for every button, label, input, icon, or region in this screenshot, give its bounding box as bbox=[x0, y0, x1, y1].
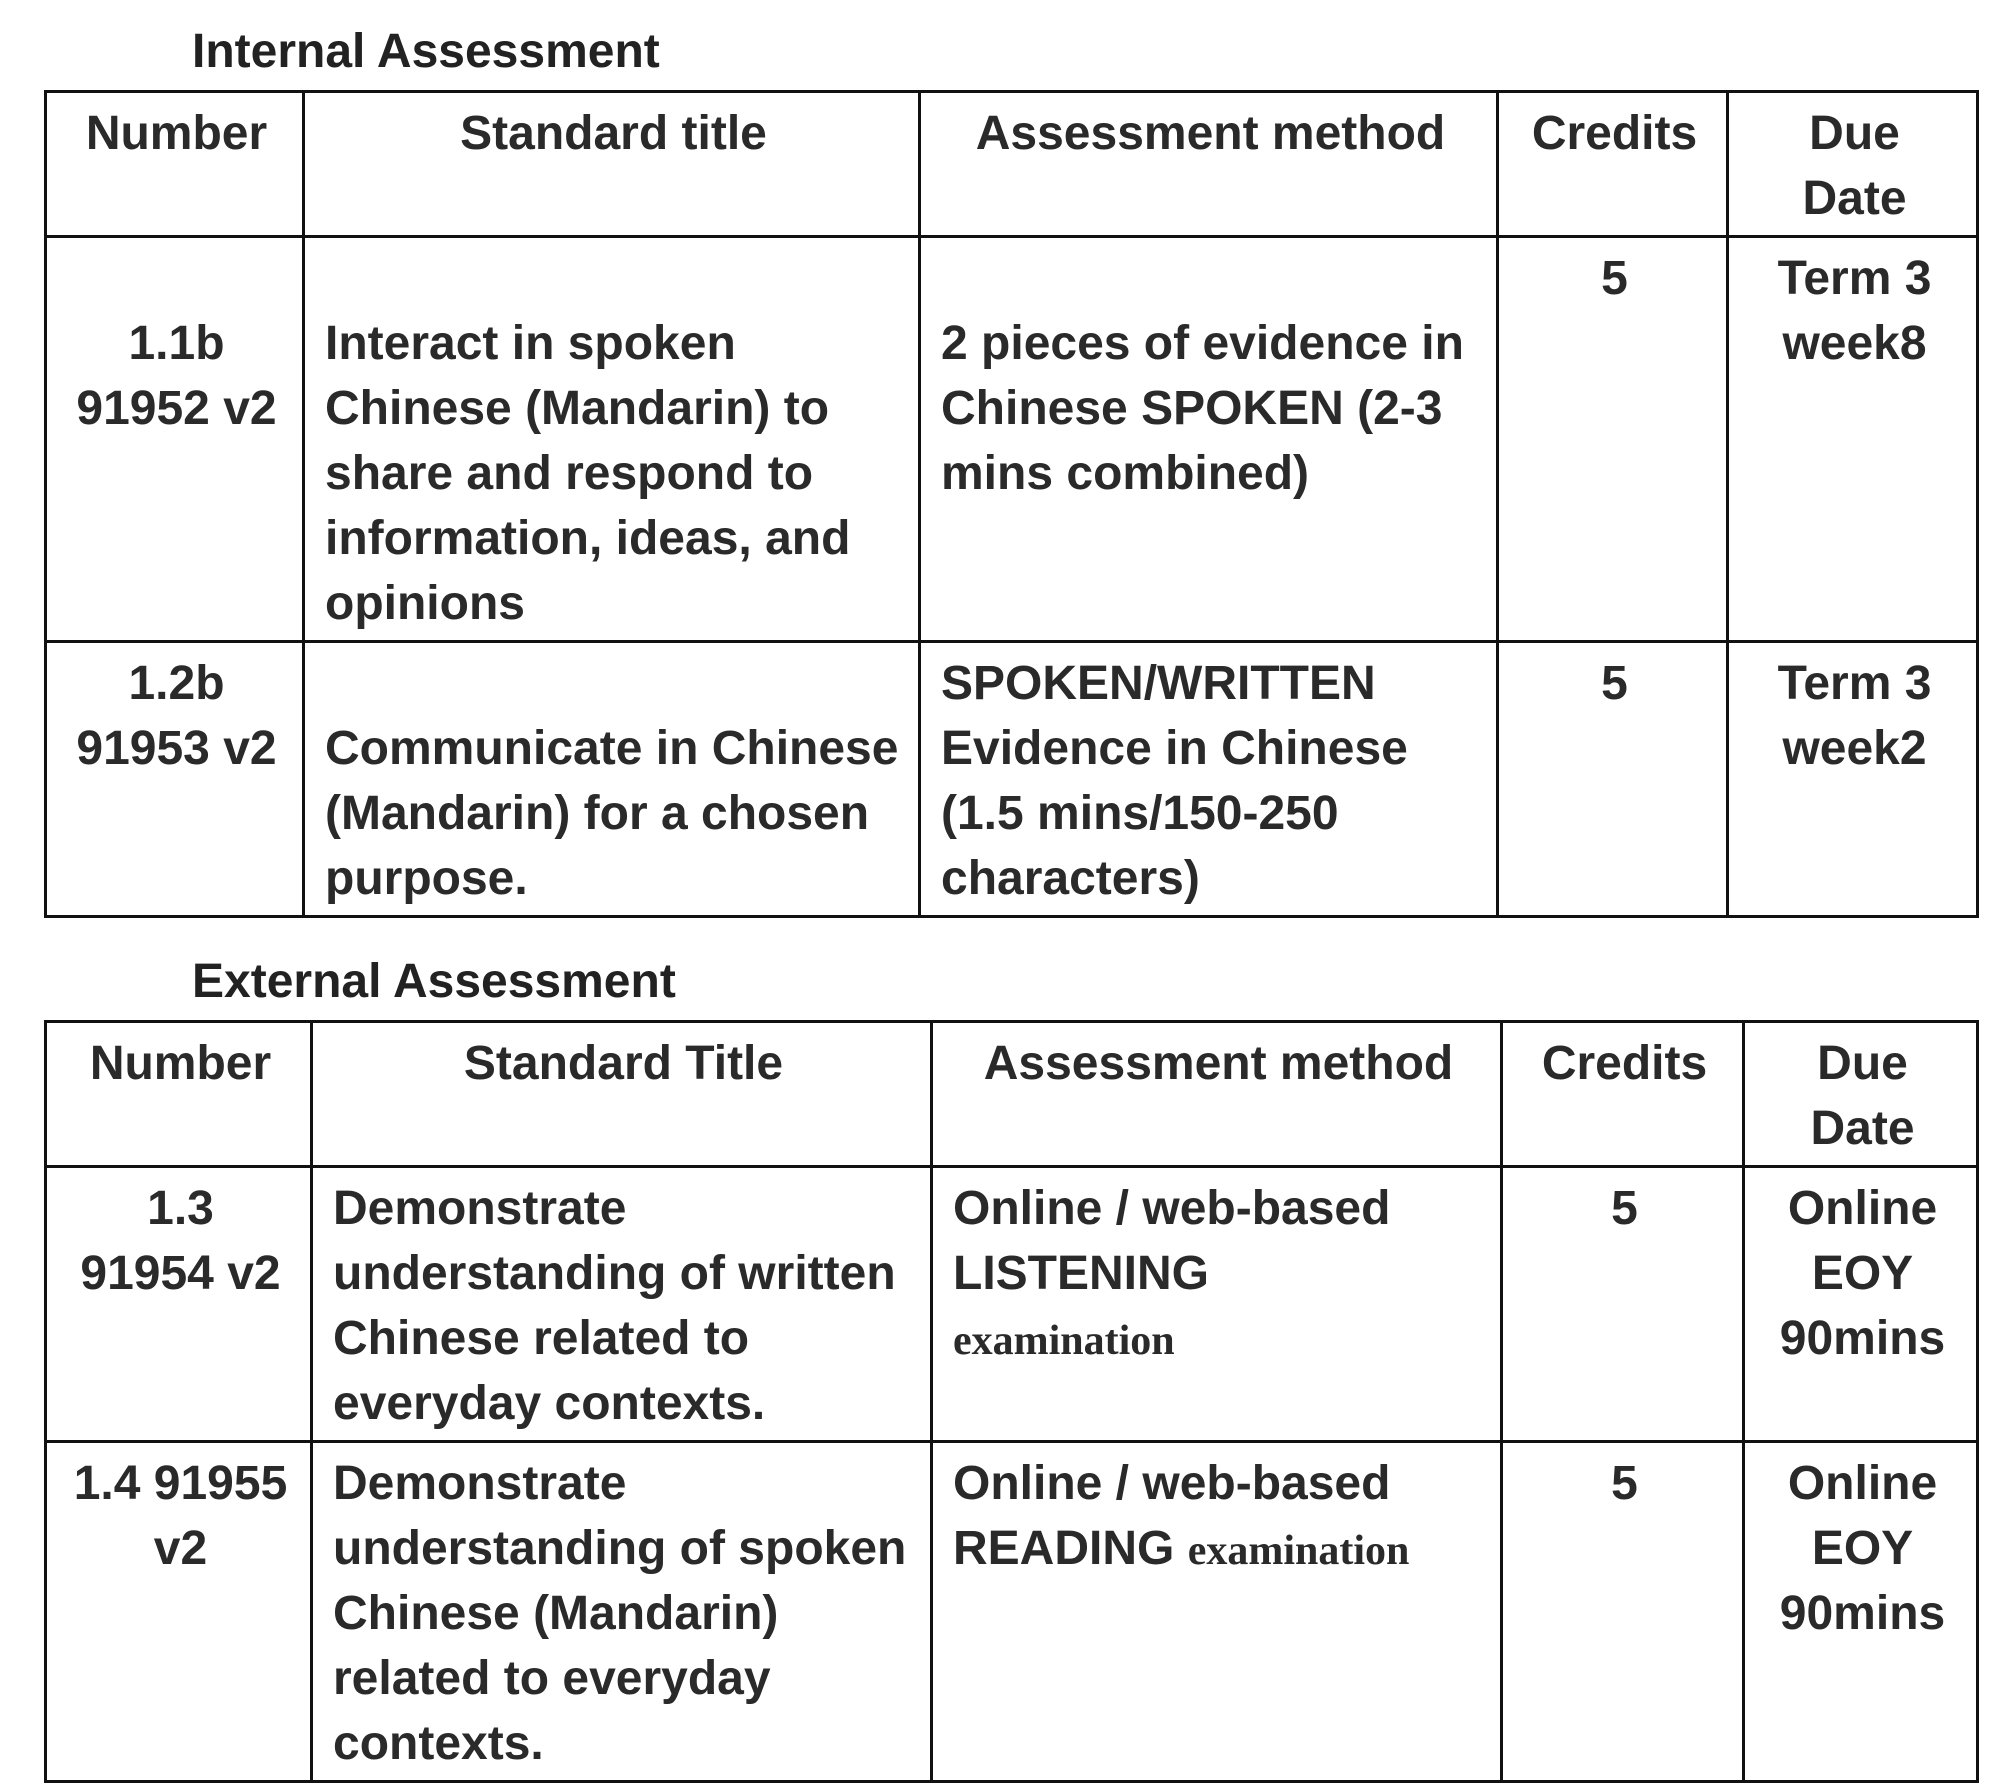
standard-title: Demonstrate understanding of written Chinese related to everyday contexts. bbox=[312, 1167, 932, 1442]
assessment-method bbox=[932, 1442, 1502, 1782]
table-row bbox=[46, 642, 1978, 917]
header-due-date: Due Date bbox=[1744, 1022, 1978, 1167]
standard-title: Demonstrate understanding of spoken Chinese (Mandarin) related to everyday contexts. bbox=[312, 1442, 932, 1782]
standard-number: 1.3 91954 v2 bbox=[46, 1167, 312, 1442]
header-number: Number bbox=[46, 92, 304, 237]
external-assessment-caption: External Assessment bbox=[192, 955, 676, 1008]
standard-number: 1.4 91955 v2 bbox=[46, 1442, 312, 1782]
credits-value: 5 bbox=[1498, 237, 1728, 642]
assessment-method: SPOKEN/WRITTEN Evidence in Chinese (1.5 mins/150-250 characters) bbox=[920, 642, 1498, 917]
header-number: Number bbox=[46, 1022, 312, 1167]
due-date: Online EOY 90mins bbox=[1744, 1442, 1978, 1782]
internal-assessment-caption: Internal Assessment bbox=[192, 25, 660, 78]
standard-title: Communicate in Chinese (Mandarin) for a chosen purpose. bbox=[304, 642, 920, 917]
standard-number: 1.1b 91952 v2 bbox=[46, 237, 304, 642]
external-assessment-table bbox=[44, 1020, 1979, 1783]
header-credits: Credits bbox=[1502, 1022, 1744, 1167]
internal-assessment-table bbox=[44, 90, 1979, 918]
assessment-method-exam: examination bbox=[1187, 1528, 1410, 1574]
header-assessment-method: Assessment method bbox=[920, 92, 1498, 237]
standard-title: Interact in spoken Chinese (Mandarin) to share and respond to information, ideas, and opinions bbox=[304, 237, 920, 642]
header-due-date: Due Date bbox=[1728, 92, 1978, 237]
assessment-method-main: Online / web-based READING bbox=[953, 1457, 1391, 1575]
table-header-row bbox=[46, 1022, 1978, 1167]
header-credits: Credits bbox=[1498, 92, 1728, 237]
table-header-row bbox=[46, 92, 1978, 237]
credits-value: 5 bbox=[1502, 1167, 1744, 1442]
due-date: Term 3 week8 bbox=[1728, 237, 1978, 642]
table-row bbox=[46, 1442, 1978, 1782]
standard-number: 1.2b 91953 v2 bbox=[46, 642, 304, 917]
credits-value: 5 bbox=[1498, 642, 1728, 917]
due-date: Online EOY 90mins bbox=[1744, 1167, 1978, 1442]
credits-value: 5 bbox=[1502, 1442, 1744, 1782]
table-row bbox=[46, 237, 1978, 642]
assessment-method bbox=[932, 1167, 1502, 1442]
assessment-method: 2 pieces of evidence in Chinese SPOKEN (2-3 mins combined) bbox=[920, 237, 1498, 642]
assessment-method-main: Online / web-based LISTENING bbox=[953, 1182, 1391, 1300]
header-standard-title: Standard Title bbox=[312, 1022, 932, 1167]
header-standard-title: Standard title bbox=[304, 92, 920, 237]
due-date: Term 3 week2 bbox=[1728, 642, 1978, 917]
table-row bbox=[46, 1167, 1978, 1442]
header-assessment-method: Assessment method bbox=[932, 1022, 1502, 1167]
assessment-method-exam: examination bbox=[953, 1318, 1175, 1364]
